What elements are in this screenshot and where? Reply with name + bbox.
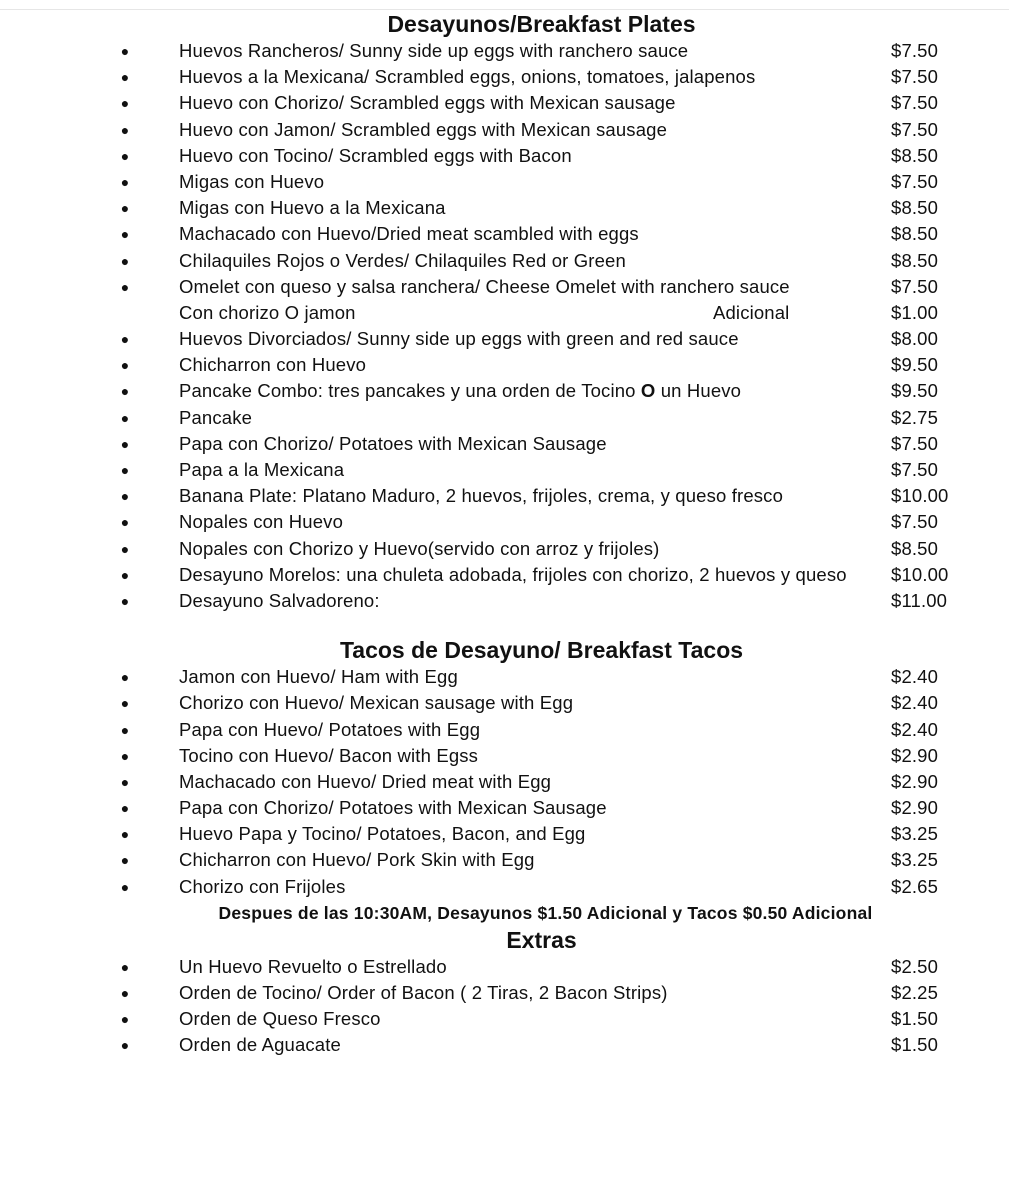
menu-item (0, 769, 1009, 795)
bullet-icon: ● (120, 95, 130, 112)
menu-item-name: Nopales con Huevo (179, 511, 344, 533)
menu-item-name: Chilaquiles Rojos o Verdes/ Chilaquiles Red or Green (179, 249, 626, 271)
breakfast-tacos-title: Tacos de Desayuno/ Breakfast Tacos (339, 637, 744, 664)
menu-item-price: $3.25 (891, 823, 939, 845)
bullet-icon: ● (120, 852, 130, 869)
menu-item (0, 562, 1009, 588)
menu-item (0, 195, 1009, 221)
bullet-icon: ● (120, 488, 130, 505)
bullet-icon: ● (120, 462, 130, 478)
menu-item-name: Papa con Huevo/ Potatoes with Egg (179, 718, 481, 740)
menu-item-name: Huevos Divorciados/ Sunny side up eggs with green and red sauce (179, 328, 739, 350)
menu-item-price: $8.50 (891, 223, 939, 245)
menu-item (0, 221, 1009, 247)
bullet-icon: ● (120, 747, 130, 764)
bullet-icon: ● (120, 252, 130, 269)
menu-item-name: Tocino con Huevo/ Bacon with Egss (179, 744, 479, 766)
bullet-icon: ● (120, 592, 130, 609)
menu-item (0, 143, 1009, 169)
menu-item-name: Pancake (179, 406, 253, 428)
menu-item-name: Machacado con Huevo/Dried meat scambled with eggs (179, 223, 639, 245)
menu-item (0, 431, 1009, 457)
bullet-icon: ● (120, 173, 130, 190)
menu-item-price: $8.50 (891, 537, 939, 559)
bullet-icon: ● (120, 331, 130, 348)
menu-item-price: $7.50 (891, 118, 939, 140)
menu-item (0, 795, 1009, 821)
menu-item-price: $2.90 (891, 797, 939, 819)
menu-item (0, 847, 1009, 873)
menu-item-name: Huevo con Jamon/ Scrambled eggs with Mexican sausage (179, 118, 668, 140)
menu-item (0, 821, 1009, 847)
bullet-icon: ● (120, 695, 130, 712)
menu-item (0, 38, 1009, 64)
menu-item-price: $7.50 (891, 66, 939, 88)
bullet-icon: ● (120, 147, 130, 164)
menu-item (0, 326, 1009, 352)
menu-item (0, 274, 1009, 300)
menu-item-name: Huevos a la Mexicana/ Scrambled eggs, onions, tomatoes, jalapenos (179, 66, 756, 88)
menu-item-price: $1.50 (891, 1008, 939, 1030)
menu-item (0, 1006, 1009, 1032)
menu-item-name: Papa con Chorizo/ Potatoes with Mexican Sausage (179, 797, 607, 819)
menu-item-name: Papa con Chorizo/ Potatoes with Mexican Sausage (179, 432, 607, 454)
bullet-icon: ● (120, 357, 130, 374)
menu-item-price: $7.50 (891, 40, 939, 61)
menu-item-price: $2.25 (891, 982, 939, 1003)
bullet-icon: ● (120, 800, 130, 817)
menu-item-price: $7.50 (891, 459, 939, 480)
menu-item-name: Omelet con queso y salsa ranchera/ Cheese Omelet with ranchero sauce (179, 275, 790, 297)
menu-item-price: $7.50 (891, 511, 939, 533)
bullet-icon: ● (120, 409, 130, 426)
bullet-icon: ● (120, 514, 130, 531)
menu-item (0, 536, 1009, 562)
bullet-icon: ● (120, 121, 130, 138)
menu-item (0, 169, 1009, 195)
menu-item-price: $8.50 (891, 249, 939, 271)
menu-item-name: Huevos Rancheros/ Sunny side up eggs with ranchero sauce (179, 40, 689, 61)
bullet-icon: ● (120, 773, 130, 790)
menu-item (0, 300, 1009, 326)
bullet-icon: ● (120, 278, 130, 295)
bullet-icon: ● (120, 383, 130, 400)
menu-item (0, 717, 1009, 743)
bullet-icon: ● (120, 566, 130, 583)
menu-item-name: Banana Plate: Platano Maduro, 2 huevos, frijoles, crema, y queso fresco (179, 485, 784, 507)
menu-item-price: $1.00 (891, 301, 939, 323)
bullet-icon: ● (120, 721, 130, 738)
menu-item-price: $11.00 (891, 589, 948, 611)
bullet-icon: ● (120, 200, 130, 217)
menu-item-price: $10.00 (891, 485, 949, 507)
menu-item-name (179, 378, 741, 404)
menu-item-name: Chorizo con Frijoles (179, 875, 346, 897)
extras-title: Extras (506, 926, 577, 953)
menu-item-price: $2.40 (891, 692, 939, 714)
menu-item-price: $7.50 (891, 275, 939, 297)
menu-item (0, 352, 1009, 378)
menu-item (0, 690, 1009, 716)
menu-item (0, 405, 1009, 431)
bullet-icon: ● (120, 43, 130, 59)
menu-item (0, 248, 1009, 274)
breakfast-plates-title: Desayunos/Breakfast Plates (387, 11, 696, 37)
menu-item-price: $2.40 (891, 718, 939, 740)
menu-item-price: $2.40 (891, 666, 939, 688)
menu-item-name-bold: O (640, 380, 656, 402)
menu-item-price: $7.50 (891, 170, 939, 192)
late-surcharge-note: Despues de las 10:30AM, Desayunos $1.50 Adicional y Tacos $0.50 Adicional (218, 902, 873, 923)
bullet-icon: ● (120, 1011, 130, 1028)
menu-item-price: $10.00 (891, 563, 949, 585)
menu-item-name: Migas con Huevo (179, 170, 325, 192)
menu-item (0, 980, 1009, 1006)
menu-item (0, 874, 1009, 900)
menu-item (0, 664, 1009, 690)
menu-item (0, 64, 1009, 90)
bullet-icon: ● (120, 985, 130, 1001)
menu-page (0, 10, 1009, 1059)
bullet-icon: ● (120, 958, 130, 975)
menu-item-price: $2.50 (891, 955, 939, 977)
extras-list (0, 954, 1009, 1059)
menu-item (0, 90, 1009, 116)
menu-item-price: $3.25 (891, 849, 939, 871)
menu-item-price: $2.75 (891, 406, 939, 428)
bullet-icon: ● (120, 1037, 130, 1054)
menu-item-price: $8.50 (891, 197, 939, 219)
menu-item (0, 117, 1009, 143)
menu-item-name: Huevo con Tocino/ Scrambled eggs with Bacon (179, 144, 572, 166)
breakfast-plates-list (0, 38, 1009, 614)
menu-item-name: Migas con Huevo a la Mexicana (179, 197, 446, 219)
menu-item-name: Con chorizo O jamon (179, 301, 356, 323)
menu-item (0, 483, 1009, 509)
menu-item-name: Orden de Aguacate (179, 1034, 341, 1056)
menu-item-price: $7.50 (891, 432, 939, 454)
menu-item-name: Huevo con Chorizo/ Scrambled eggs with Mexican sausage (179, 92, 676, 114)
breakfast-tacos-list (0, 664, 1009, 900)
bullet-icon: ● (120, 826, 130, 843)
menu-item-name: Chicharron con Huevo/ Pork Skin with Egg (179, 849, 535, 871)
menu-item (0, 457, 1009, 483)
menu-item-price: $1.50 (891, 1034, 939, 1056)
menu-item-name: Chicharron con Huevo (179, 354, 367, 376)
menu-item (0, 509, 1009, 535)
bullet-icon: ● (120, 226, 130, 243)
menu-item (0, 954, 1009, 980)
menu-item-name: Orden de Queso Fresco (179, 1008, 381, 1030)
menu-item (0, 1032, 1009, 1058)
menu-item (0, 588, 1009, 614)
menu-item (0, 743, 1009, 769)
menu-item (0, 378, 1009, 404)
menu-item-name: Papa a la Mexicana (179, 459, 345, 480)
menu-item-price: $7.50 (891, 92, 939, 114)
menu-item-price: $9.50 (891, 354, 939, 376)
menu-item-name: Huevo Papa y Tocino/ Potatoes, Bacon, and Egg (179, 823, 586, 845)
menu-item-price: $2.90 (891, 744, 939, 766)
menu-item-name: Desayuno Morelos: una chuleta adobada, frijoles con chorizo, 2 huevos y queso (179, 563, 847, 585)
menu-item-name: Machacado con Huevo/ Dried meat with Egg (179, 770, 552, 792)
bullet-icon: ● (120, 878, 130, 895)
menu-item-name-part: Pancake Combo: tres pancakes y una orden de Tocino (179, 380, 641, 402)
menu-item-price: $2.65 (891, 875, 939, 897)
menu-item-name: Desayuno Salvadoreno: (179, 589, 380, 611)
bullet-icon: ● (120, 69, 130, 86)
menu-item-price: $9.50 (891, 380, 939, 402)
bullet-icon: ● (120, 669, 130, 686)
bullet-icon: ● (120, 435, 130, 452)
menu-item-name: Chorizo con Huevo/ Mexican sausage with Egg (179, 692, 574, 714)
menu-item-name: Orden de Tocino/ Order of Bacon ( 2 Tiras, 2 Bacon Strips) (179, 982, 668, 1003)
menu-item-name: Nopales con Chorizo y Huevo(servido con arroz y frijoles) (179, 537, 660, 559)
menu-item-name: Un Huevo Revuelto o Estrellado (179, 955, 447, 977)
menu-item-price: $8.50 (891, 144, 939, 166)
menu-item-extra-label: Adicional (713, 301, 790, 323)
menu-item-name: Jamon con Huevo/ Ham with Egg (179, 666, 458, 688)
menu-item-name-part: un Huevo (655, 380, 742, 402)
menu-item-price: $2.90 (891, 770, 939, 792)
menu-item-price: $8.00 (891, 328, 939, 350)
bullet-icon: ● (120, 540, 130, 557)
